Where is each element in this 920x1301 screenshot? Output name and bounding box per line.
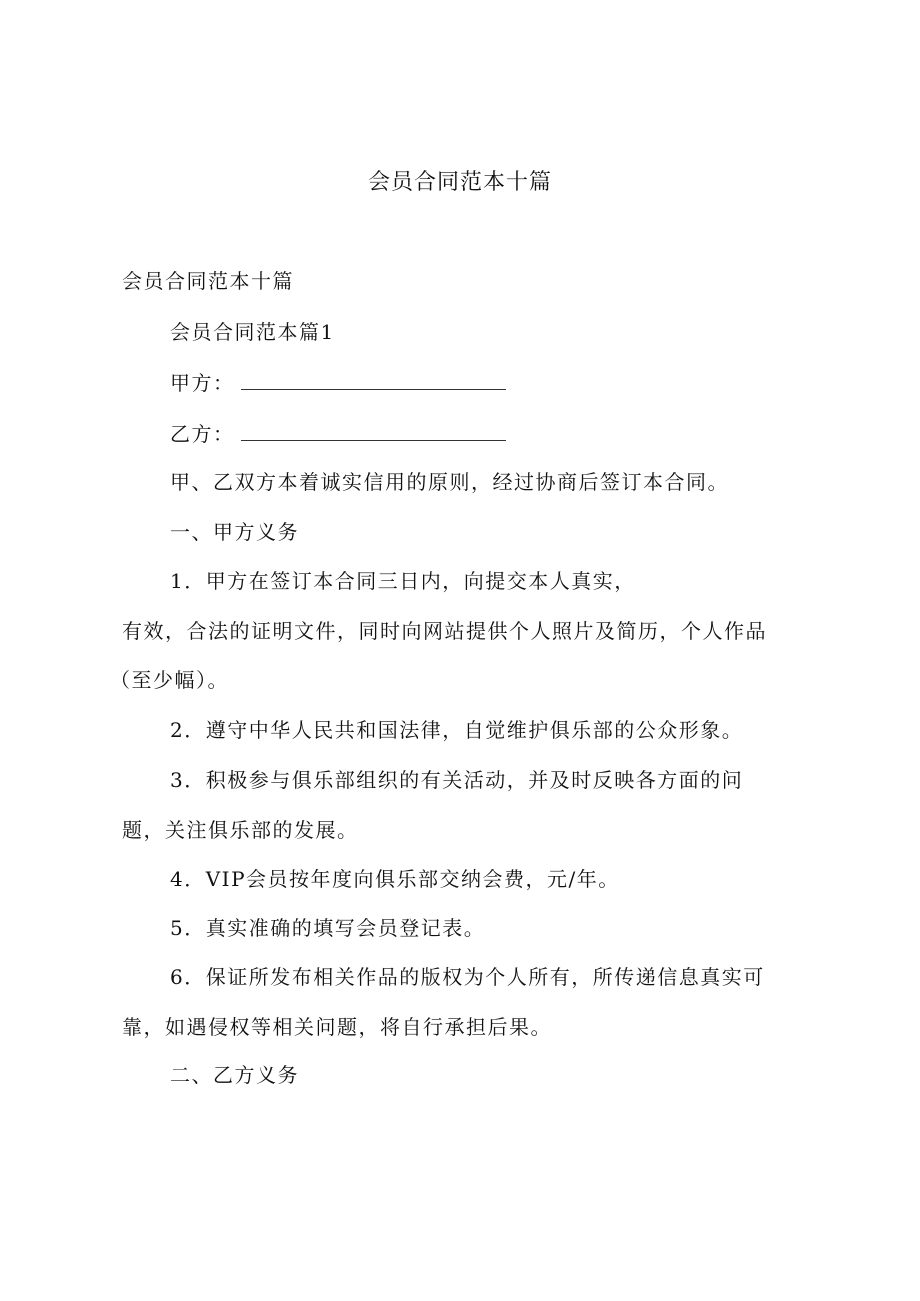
item-2: 2．遵守中华人民共和国法律，自觉维护俱乐部的公众形象。	[170, 718, 744, 742]
item-6-line-1: 6．保证所发布相关作品的版权为个人所有，所传递信息真实可	[170, 965, 765, 989]
section-1-title: 一、甲方义务	[170, 520, 299, 544]
document-subheading: 会员合同范本篇1	[170, 320, 335, 344]
intro-paragraph: 甲、乙双方本着诚实信用的原则，经过协商后签订本合同。	[170, 470, 729, 494]
party-a-row	[170, 367, 506, 399]
item-5: 5．真实准确的填写会员登记表。	[170, 916, 486, 940]
party-b-label: 乙方：	[170, 422, 235, 446]
item-1-line-3: （至少幅）。	[110, 668, 229, 692]
section-2-title: 二、乙方义务	[170, 1063, 299, 1087]
item-1-line-2: 有效，合法的证明文件，同时向网站提供个人照片及简历，个人作品	[122, 619, 767, 643]
item-3-line-1: 3．积极参与俱乐部组织的有关活动，并及时反映各方面的问	[170, 768, 744, 792]
item-3-line-2: 题，关注俱乐部的发展。	[122, 818, 359, 842]
item-4: 4．VIP会员按年度向俱乐部交纳会费，元/年。	[170, 867, 620, 891]
document-heading: 会员合同范本十篇	[122, 269, 294, 293]
item-6-line-2: 靠，如遇侵权等相关问题，将自行承担后果。	[122, 1015, 552, 1039]
item-1-line-1: 1．甲方在签订本合同三日内，向提交本人真实，	[170, 569, 636, 593]
document-title: 会员合同范本十篇	[367, 170, 552, 195]
party-a-label: 甲方：	[170, 371, 235, 395]
party-b-row	[170, 418, 506, 450]
party-a-blank	[241, 367, 506, 390]
party-b-blank	[241, 418, 506, 441]
